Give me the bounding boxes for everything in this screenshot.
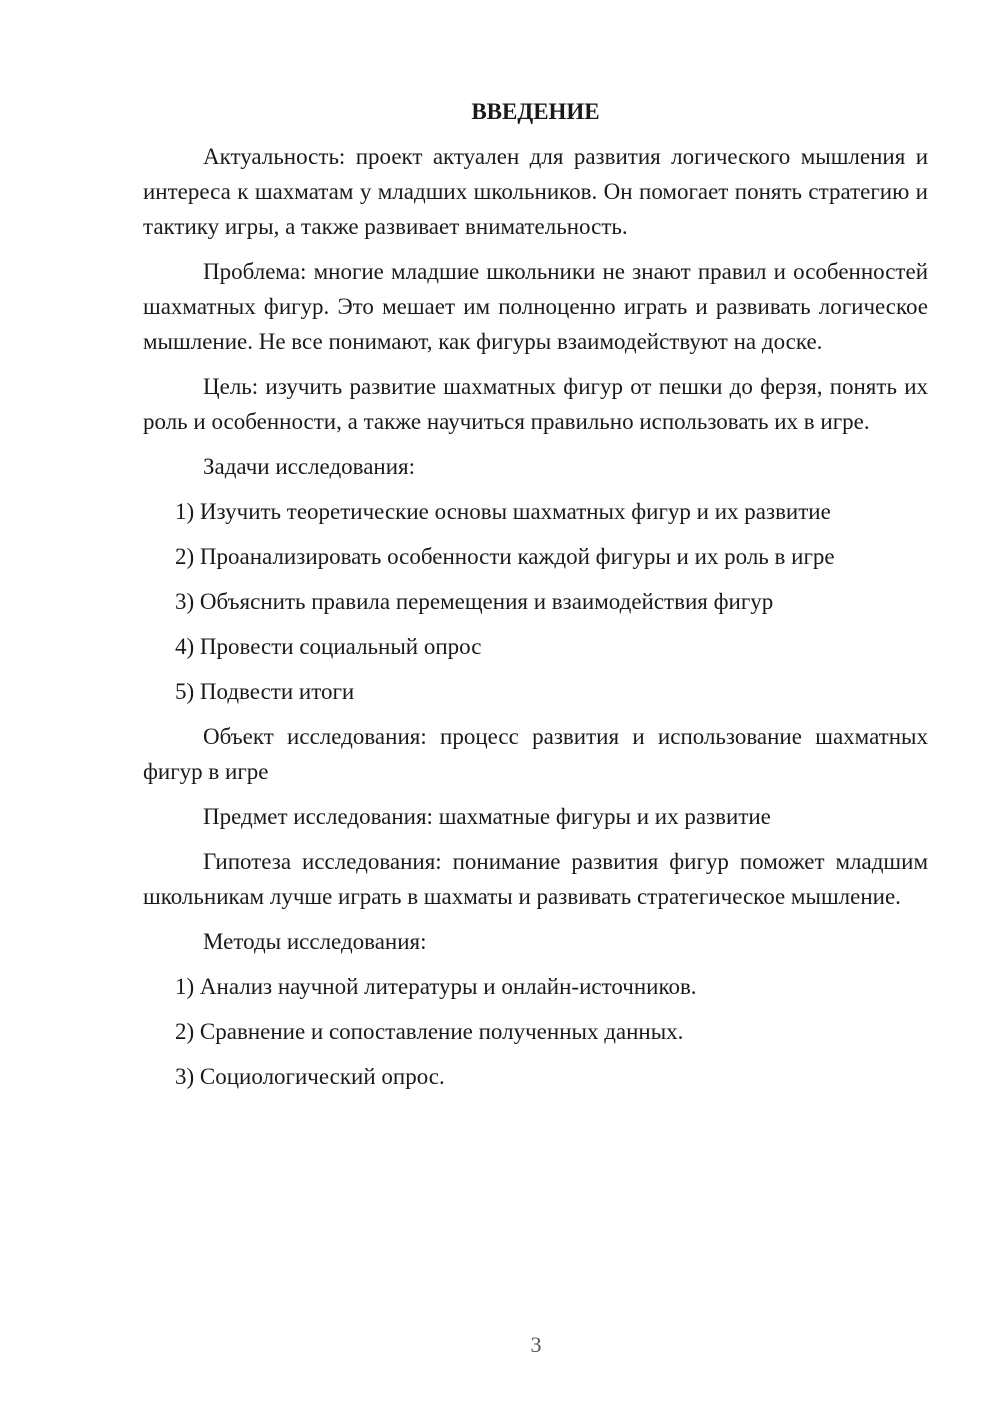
- paragraph-relevance: Актуальность: проект актуален для развития логического мышления и интереса к шахматам у младших школьников. Он помогает понять стратегию и тактику игры, а также развивает внимательность.: [143, 144, 928, 239]
- tasks-list: [143, 494, 928, 709]
- list-item: 5) Подвести итоги: [175, 679, 355, 704]
- list-item: 4) Провести социальный опрос: [175, 634, 482, 659]
- list-item: 2) Проанализировать особенности каждой фигуры и их роль в игре: [175, 544, 835, 569]
- paragraph-goal: Цель: изучить развитие шахматных фигур от пешки до ферзя, понять их роль и особенности, а также научиться правильно использовать их в игре.: [143, 374, 928, 434]
- methods-list: [143, 969, 928, 1094]
- list-item: 3) Объяснить правила перемещения и взаимодействия фигур: [175, 589, 774, 614]
- page-title: ВВЕДЕНИЕ: [471, 99, 600, 124]
- tasks-heading: Задачи исследования:: [203, 454, 416, 479]
- list-item: 1) Анализ научной литературы и онлайн-источников.: [175, 974, 697, 999]
- methods-heading: Методы исследования:: [203, 929, 427, 954]
- list-item: 1) Изучить теоретические основы шахматных фигур и их развитие: [175, 499, 831, 524]
- page-number: 3: [530, 1332, 542, 1357]
- paragraph-subject: Предмет исследования: шахматные фигуры и их развитие: [203, 804, 771, 829]
- paragraph-problem: Проблема: многие младшие школьники не знают правил и особенностей шахматных фигур. Это мешает им полноценно играть и развивать логическое мышление. Не все понимают, как фигуры взаимодействуют на доске.: [143, 259, 928, 354]
- paragraph-hypothesis: Гипотеза исследования: понимание развития фигур поможет младшим школьникам лучше играть в шахматы и развивать стратегическое мышление.: [143, 849, 928, 909]
- list-item: 2) Сравнение и сопоставление полученных данных.: [175, 1019, 684, 1044]
- paragraph-object: Объект исследования: процесс развития и использование шахматных фигур в игре: [143, 724, 928, 784]
- page-content: [143, 94, 928, 1104]
- list-item: 3) Социологический опрос.: [175, 1064, 445, 1089]
